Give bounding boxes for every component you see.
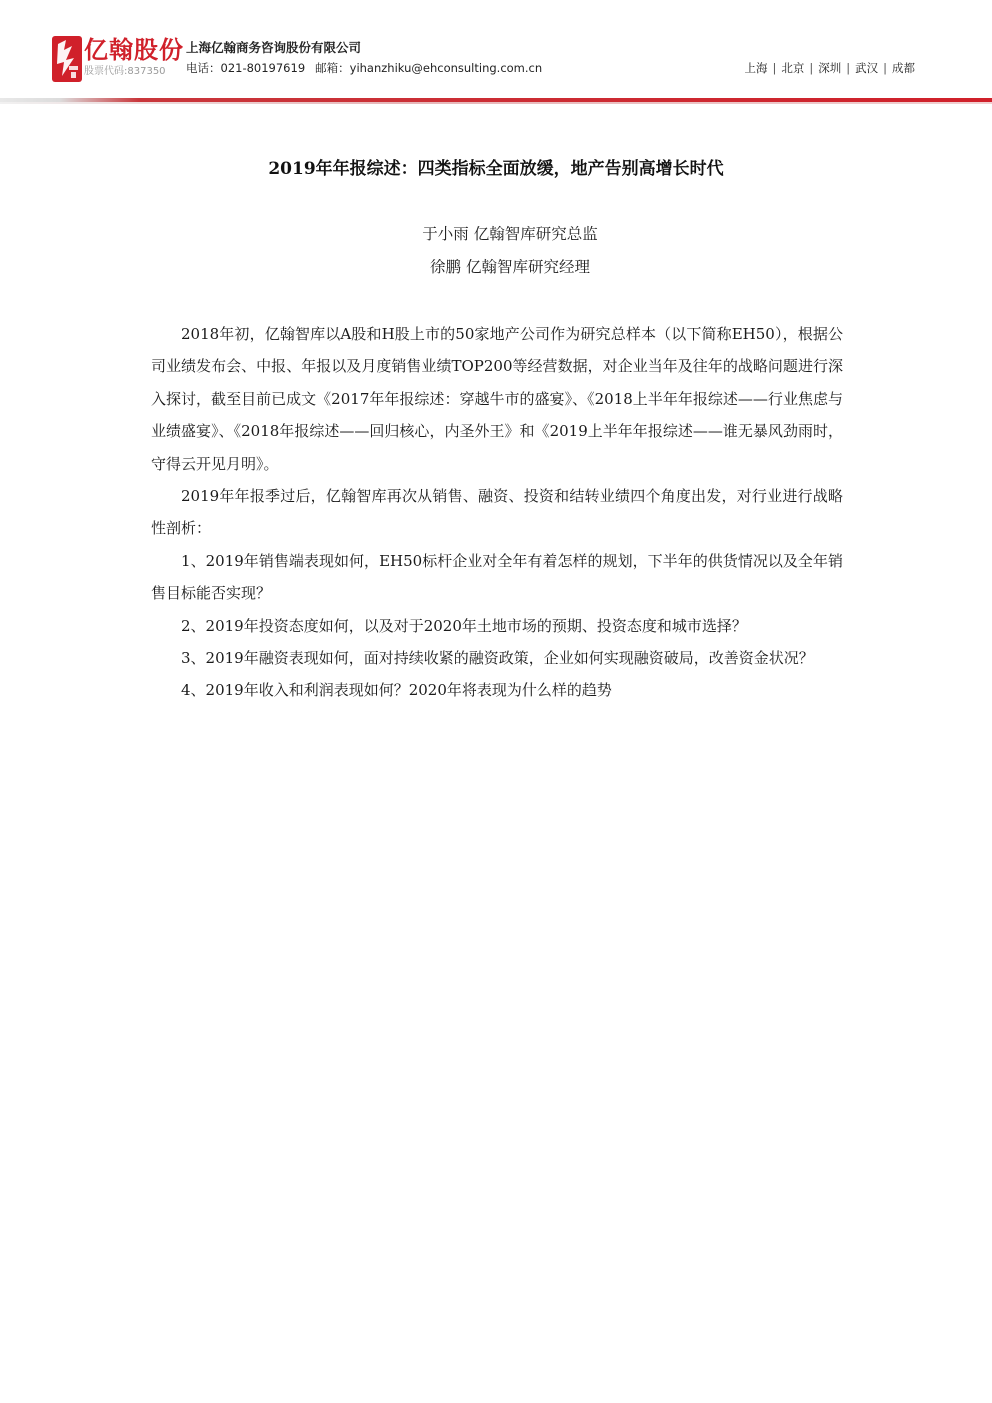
company-logo-icon <box>52 36 82 82</box>
email-address: yihanzhiku@ehconsulting.com.cn <box>349 61 543 75</box>
author-line: 于小雨 亿翰智库研究总监 <box>422 225 598 243</box>
city-item: 上海 <box>744 61 768 75</box>
page-header <box>0 0 992 104</box>
header-divider-shadow <box>0 102 992 104</box>
city-item: 北京 <box>781 61 805 75</box>
body-paragraph: 2019年年报季过后，亿翰智库再次从销售、融资、投资和结转业绩四个角度出发，对行业进行战略性剖析： <box>151 487 843 538</box>
email-label: 邮箱： <box>315 61 350 75</box>
question-item: 4、2019年收入和利润表现如何？2020年将表现为什么样的趋势 <box>181 681 612 700</box>
contact-line <box>186 61 542 75</box>
city-divider: | <box>883 61 887 75</box>
city-item: 武汉 <box>855 61 879 75</box>
phone-number: 021-80197619 <box>220 61 306 75</box>
question-item: 2、2019年投资态度如何，以及对于2020年土地市场的预期、投资态度和城市选择？ <box>181 616 747 635</box>
stock-code: 股票代码:837350 <box>84 66 166 77</box>
city-divider: | <box>809 61 814 75</box>
phone-label: 电话： <box>186 61 221 75</box>
body-paragraph: 2018年初，亿翰智库以A股和H股上市的50家地产公司作为研究总样本（以下简称EH50），根据公司业绩发布会、中报、年报以及月度销售业绩TOP200等经营数据，对企业当年及往年的战略问题进行深入探讨，截至目前已成文《2017年年报综述：穿越牛市的盛宴》、《2018上半年年报综述——行业焦虑与业绩盛宴》、《2018年报综述——回归核心，内圣外王》和《2019上半年年报综述——谁无暴风劲雨时，守得云开见月明》。 <box>151 325 843 473</box>
office-cities <box>745 61 916 75</box>
question-item: 3、2019年融资表现如何，面对持续收紧的融资政策，企业如何实现融资破局，改善资金状况？ <box>181 649 814 668</box>
brand-name: 亿翰股份 <box>84 36 184 64</box>
city-divider: | <box>772 61 777 75</box>
article-title: 2019年年报综述：四类指标全面放缓，地产告别高增长时代 <box>268 159 724 179</box>
company-name: 上海亿翰商务咨询股份有限公司 <box>186 40 362 55</box>
city-item: 深圳 <box>818 61 842 75</box>
author-line: 徐鹏 亿翰智库研究经理 <box>430 258 590 276</box>
city-divider: | <box>846 61 851 75</box>
question-item: 1、2019年销售端表现如何，EH50标杆企业对全年有着怎样的规划，下半年的供货情况以及全年销售目标能否实现？ <box>151 551 843 603</box>
city-item: 成都 <box>892 61 915 75</box>
article-body <box>151 318 843 707</box>
